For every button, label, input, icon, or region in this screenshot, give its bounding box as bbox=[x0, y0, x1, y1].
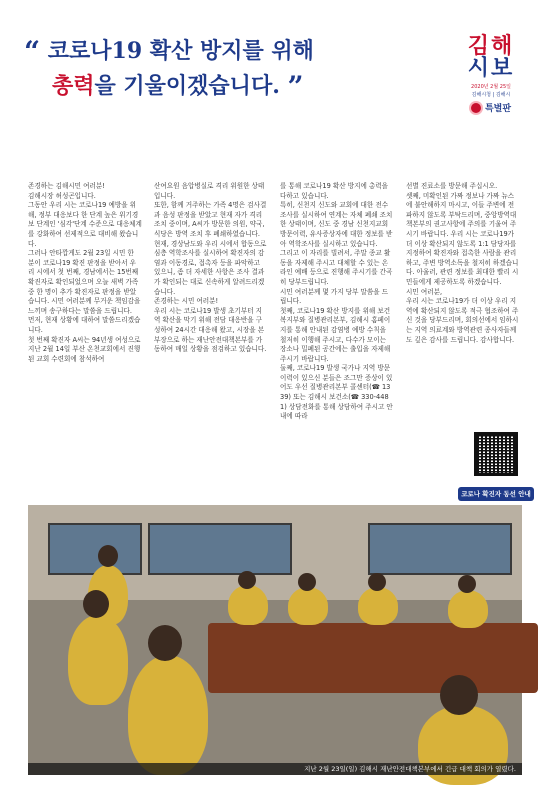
qr-code-icon bbox=[474, 432, 518, 476]
special-edition-label: 특별판 bbox=[484, 104, 512, 114]
article-column-3: 를 통해 코로나19 확산 방지에 총력을 다하고 있습니다. 특히, 신천지 신도와 교회에 대한 전수조사를 실시하여 연계는 자체 폐쇄 조치한 상태이며, 신도 중 경남 신천지교회 방문이력, 유사증상자에 대한 정보를 받아 역학조사를 실시하고 있습니다. 그리고 이 자리를 빌려서, 주말 종교 활동을 자제해 주시고 대체할 수 있는 온라인 예배 등으로 진행해 주시기를 간곡히 당부드립니다. 시민 여러분께 몇 가지 당부 말씀을 드립니다. 첫째, 코로나19 확산 방지를 위해 보건복지부와 질병관리본부, 김해시 홈페이지를 통해 안내된 감염병 예방 수칙을 철저히 이행해 주시고, 다수가 모이는 장소나 밀폐된 공간에는 출입을 자제해 주시기 바랍니다. 둘째, 코로나19 발생 국가나 지역 방문 이력이 있으신 분들은 조그만 증상이 있어도 우선 질병관리본부 콜센터(☎ 1339) 또는 김해시 보건소(☎ 330-4481) 상담전화를 통해 상담하여 주시고 안내에 따라 bbox=[280, 182, 393, 421]
headline-text-2: 을 기울이겠습니다. bbox=[94, 73, 280, 99]
article-column-2: 산여요원 음압병실로 격리 위원한 상태입니다. 또한, 함께 거주하는 가족 4명은 검사결과 음성 판정을 받았고 현재 자가 격리조치 중이며, A씨가 방문한 의원, 약국, 식당은 방역 조치 후 폐쇄하였습니다. 현재, 경상남도와 우리 시에서 합동으로 심층 역학조사를 실시하여 확진자의 감염과 이동경로, 접촉자 등을 파악하고 있으니, 좀 더 자세한 사항은 조사 결과가 확인되는 대로 신속하게 알려드리겠습니다. 존경하는 시민 여러분! 우리 시는 코로나19 발생 초기부터 지역 확산을 막기 위해 전담 대응반을 구성하여 24시간 대응해 왔고, 시장을 본부장으로 하는 재난안전대책본부를 가동하여 매일 상황을 점검하고 있습니다. bbox=[154, 182, 267, 354]
qr-label: 코로나 확진자 동선 안내 bbox=[458, 487, 534, 501]
close-quote: ” bbox=[287, 70, 304, 103]
qr-code[interactable] bbox=[466, 432, 526, 482]
article-column-4: 선별 진료소를 방문해 주십시오. 셋째, 미확인된 가짜 정보나 가짜 뉴스에 불안해하지 마시고, 이들 주변에 전파하지 않도록 부탁드리며, 중앙방역대책본부의 권고사항에 주의를 기울여 주시기 바랍니다. 우리 시는 코로나19가 더 이상 확산되지 않도록 1:1 담당자를 지정하여 확진자와 접촉한 사람을 관리하고, 주변 방역소독을 철저히 하겠습니다. 아울러, 관련 정보를 최대한 빨리 시민들에게 제공하도록 하겠습니다. 시민 여러분, 우리 시는 코로나19가 더 이상 우리 지역에 확산되지 않도록 적극 협조하여 주신 것을 당부드리며, 회의선에서 임하시는 지역 의료계와 방역관련 종사자들께도 깊은 감사를 드립니다. 감사합니다. bbox=[406, 182, 519, 344]
article-column-1: 존경하는 김해시민 여러분! 김해시장 허성곤입니다. 그동안 우리 시는 코로나19 예방을 위해, 정부 대응보다 한 단계 높은 위기경보 단계인 '심각'단계 수준으로 대응체계를 강화하여 선제적으로 대비해 왔습니다. 그러나 안타깝게도 2월 23일 시민 한 분이 코로나19 확진 판정을 받아서 우리 시에서 첫 번째, 경남에서는 15번째 확진자로 확인되었으며 오늘 새벽 가족 중 한 명이 추가 확진자로 판정을 받았습니다. 시민 여러분께 무거운 책임감을 느끼며 송구하다는 말씀을 드립니다. 먼저, 현재 상황에 대하여 말씀드리겠습니다. 첫 번째 확진자 A씨는 94년생 여성으로 지난 2월 14일 부산 온천교회에서 진행된 교회 수련회에 참석하여 bbox=[28, 182, 142, 363]
headline-emphasis: 총력 bbox=[52, 73, 95, 99]
open-quote: “ bbox=[24, 35, 41, 68]
article-columns bbox=[28, 182, 522, 482]
masthead-date: 2020년 2월 25일 bbox=[471, 84, 511, 90]
meeting-photo bbox=[28, 505, 522, 775]
siren-icon bbox=[471, 103, 481, 113]
masthead-special bbox=[451, 101, 531, 114]
headline-line-1 bbox=[24, 34, 424, 69]
headline-line-2 bbox=[24, 69, 424, 104]
headline bbox=[24, 34, 424, 104]
masthead-title: 김해 시보 bbox=[467, 34, 515, 81]
photo-caption: 지난 2월 23일(일) 김해시 재난안전대책본부에서 긴급 대책 회의가 열렸다. bbox=[28, 763, 522, 775]
masthead-subtitle: 김해시청 | 김해시 bbox=[471, 92, 511, 98]
headline-text-1: 코로나19 확산 방지를 위해 bbox=[47, 38, 314, 64]
meeting-table bbox=[208, 623, 538, 693]
masthead bbox=[451, 36, 531, 114]
